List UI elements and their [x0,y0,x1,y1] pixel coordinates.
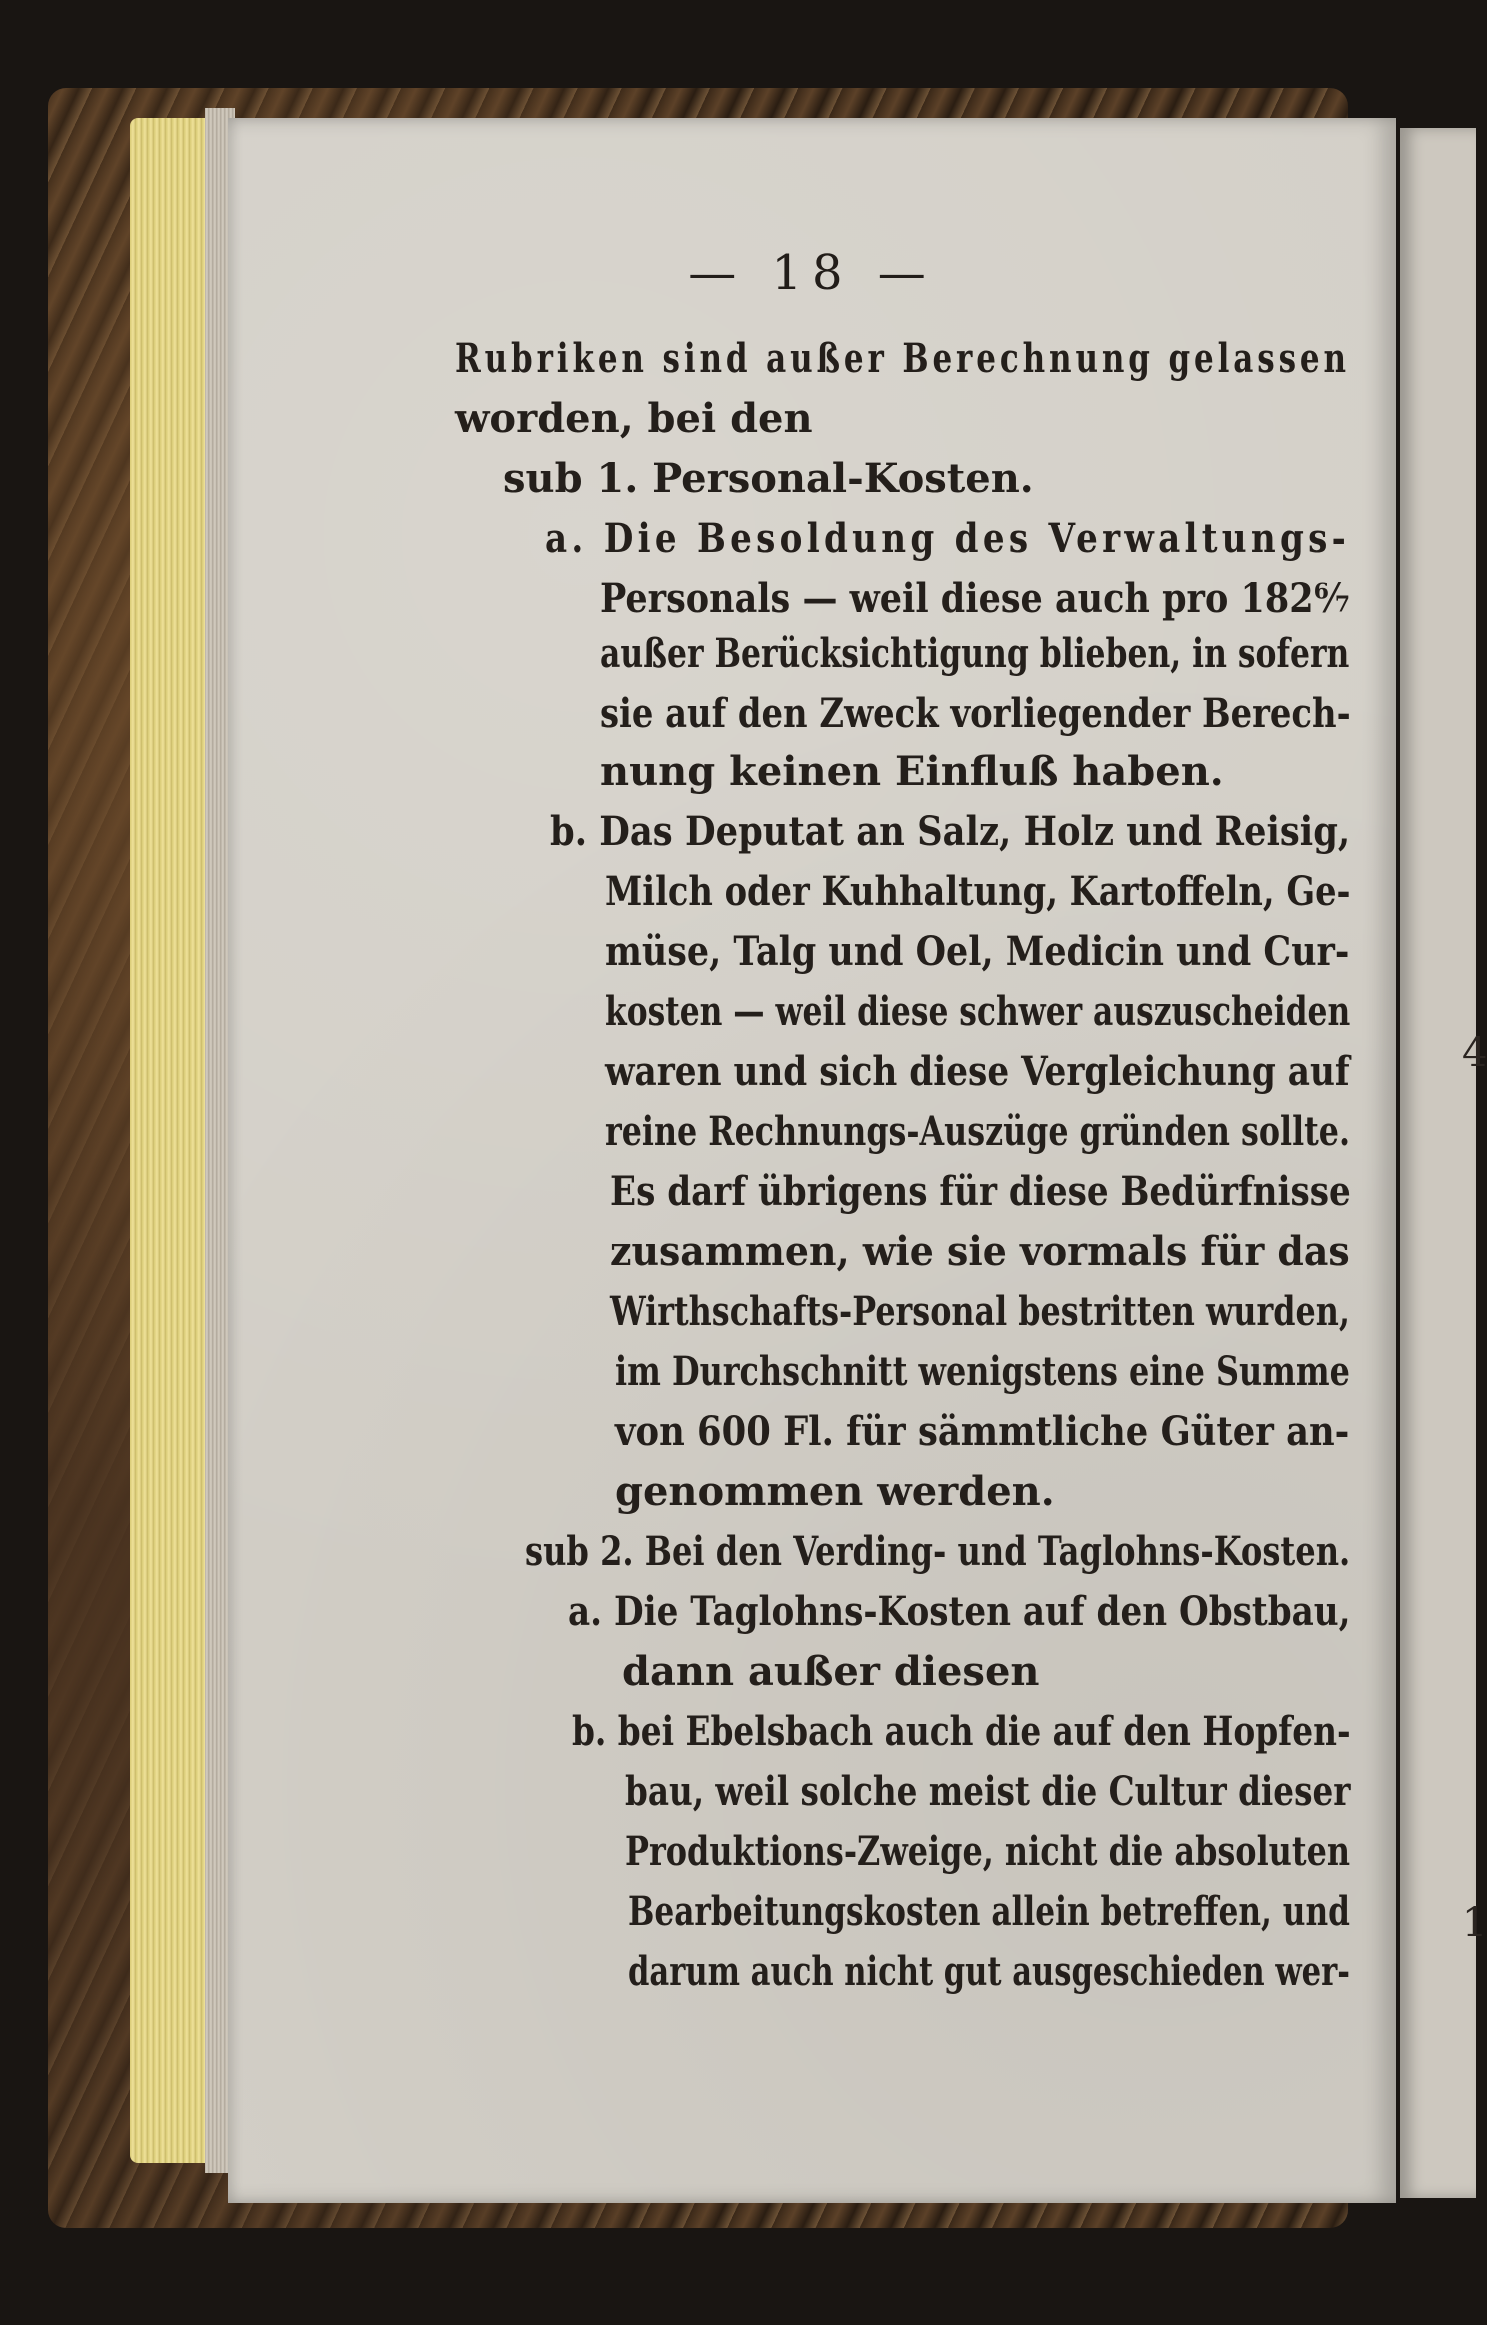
text-line: Produktions-Zweige, nicht die absoluten [625,1828,1351,1875]
facing-page-mark: 4 [1462,1030,1487,1076]
text-line: a. Die Taglohns-Kosten auf den Obstbau, [568,1588,1351,1635]
text-line: reine Rechnungs-Auszüge gründen sollte. [605,1108,1351,1155]
text-line: nung keinen Einfluß haben. [600,748,1224,795]
text-line: Rubriken sind außer Berechnung gelassen [455,335,1350,382]
facing-page [1400,128,1476,2198]
text-line: Es darf übrigens für diese Bedürfnisse [610,1168,1351,1215]
page-edges [130,118,210,2163]
text-line: dann außer diesen [622,1648,1040,1695]
text-line: kosten — weil diese schwer auszuscheiden [605,988,1351,1035]
text-line: zusammen, wie sie vormals für das [610,1228,1350,1275]
text-line: b. Das Deputat an Salz, Holz und Reisig, [550,808,1351,855]
page-number: — 18 — [688,245,936,301]
text-line: a. Die Besoldung des Verwaltungs- [545,515,1351,562]
text-line: sub 2. Bei den Verding- und Taglohns-Kosten. [525,1528,1351,1575]
text-line: von 600 Fl. für sämmtliche Güter an- [615,1408,1350,1455]
text-line: sie auf den Zweck vorliegender Berech- [600,690,1351,737]
text-line: sub 1. Personal-Kosten. [503,455,1034,502]
text-line: darum auch nicht gut ausgeschieden wer- [628,1948,1350,1995]
text-line: außer Berücksichtigung blieben, in sofern [600,630,1350,677]
facing-page-mark: 1 [1462,1900,1487,1946]
text-line: bau, weil solche meist die Cultur dieser [625,1768,1351,1815]
text-line: Personals — weil diese auch pro 182⁶⁄₇ [600,575,1351,622]
text-line: müse, Talg und Oel, Medicin und Cur- [605,928,1350,975]
text-line: b. bei Ebelsbach auch die auf den Hopfen- [572,1708,1351,1755]
text-line: Bearbeitungskosten allein betreffen, und [628,1888,1350,1935]
text-line: Milch oder Kuhhaltung, Kartoffeln, Ge- [605,868,1351,915]
text-line: genommen werden. [615,1468,1055,1515]
text-line: Wirthschafts-Personal bestritten wurden, [610,1288,1350,1335]
text-line: im Durchschnitt wenigstens eine Summe [615,1348,1350,1395]
text-line: worden, bei den [455,395,813,442]
text-line: waren und sich diese Vergleichung auf [605,1048,1350,1095]
